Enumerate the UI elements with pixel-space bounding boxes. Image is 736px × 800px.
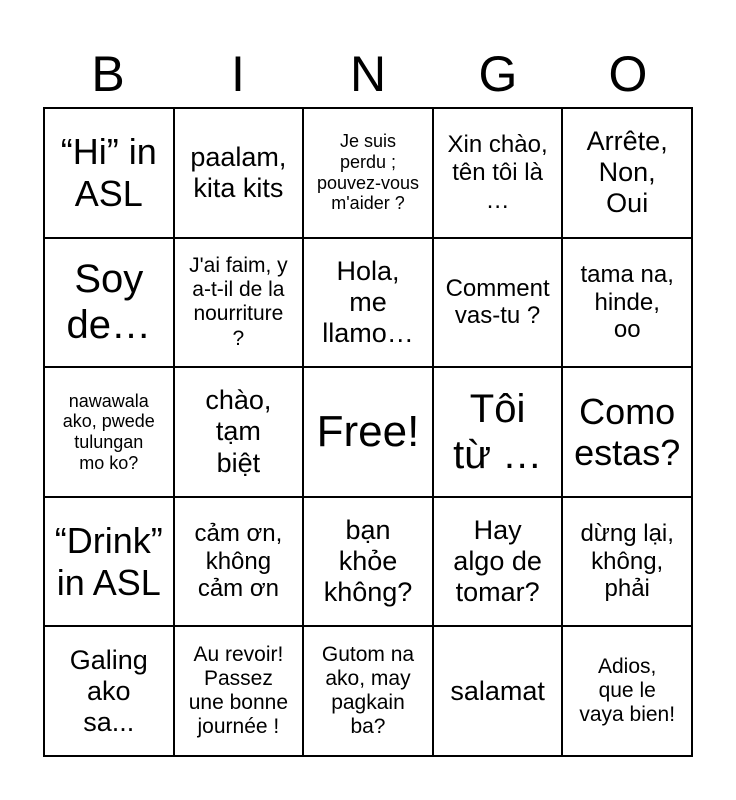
bingo-cell-r5-c4[interactable]: salamat [434, 627, 564, 757]
bingo-cell-r2-c5[interactable]: tama na, hinde, oo [563, 239, 693, 369]
bingo-cell-r4-c1[interactable]: “Drink” in ASL [45, 498, 175, 628]
bingo-cell-r1-c2[interactable]: paalam, kita kits [175, 109, 305, 239]
header-letter-b: B [91, 46, 125, 102]
bingo-cell-r5-c1[interactable]: Galing ako sa... [45, 627, 175, 757]
bingo-cell-r1-c1[interactable]: “Hi” in ASL [45, 109, 175, 239]
bingo-cell-r2-c1[interactable]: Soy de… [45, 239, 175, 369]
bingo-cell-r4-c3[interactable]: bạn khỏe không? [304, 498, 434, 628]
bingo-cell-r2-c2[interactable]: J'ai faim, y a-t-il de la nourriture ? [175, 239, 305, 369]
bingo-cell-r4-c4[interactable]: Hay algo de tomar? [434, 498, 564, 628]
bingo-cell-r2-c4[interactable]: Comment vas-tu ? [434, 239, 564, 369]
header-letter-g: G [478, 46, 518, 102]
header-letter-o: O [608, 46, 648, 102]
bingo-cell-r2-c3[interactable]: Hola, me llamo… [304, 239, 434, 369]
bingo-header [43, 40, 693, 108]
header-letter-n: N [349, 46, 387, 102]
bingo-cell-r3-c1[interactable]: nawawala ako, pwede tulungan mo ko? [45, 368, 175, 498]
bingo-cell-free-space[interactable]: Free! [304, 368, 434, 498]
bingo-cell-r1-c5[interactable]: Arrête, Non, Oui [563, 109, 693, 239]
bingo-cell-r5-c5[interactable]: Adios, que le vaya bien! [563, 627, 693, 757]
header-letter-i: I [231, 46, 245, 102]
bingo-cell-r5-c3[interactable]: Gutom na ako, may pagkain ba? [304, 627, 434, 757]
bingo-cell-r3-c4[interactable]: Tôi từ … [434, 368, 564, 498]
bingo-cell-r1-c3[interactable]: Je suis perdu ; pouvez-vous m'aider ? [304, 109, 434, 239]
bingo-cell-r3-c2[interactable]: chào, tạm biệt [175, 368, 305, 498]
bingo-cell-r4-c5[interactable]: dừng lại, không, phải [563, 498, 693, 628]
bingo-cell-r1-c4[interactable]: Xin chào, tên tôi là … [434, 109, 564, 239]
bingo-cell-r5-c2[interactable]: Au revoir! Passez une bonne journée ! [175, 627, 305, 757]
bingo-card-grid [43, 107, 693, 757]
bingo-cell-r3-c5[interactable]: Como estas? [563, 368, 693, 498]
bingo-cell-r4-c2[interactable]: cảm ơn, không cảm ơn [175, 498, 305, 628]
